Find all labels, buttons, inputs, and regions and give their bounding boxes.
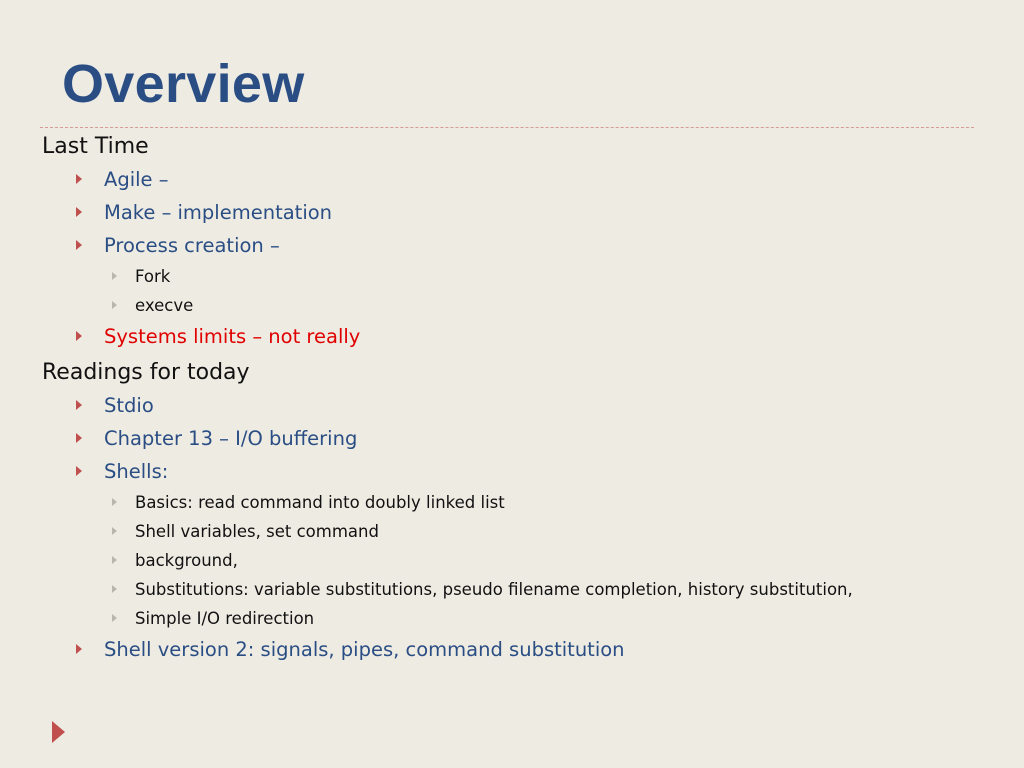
sub-list-item-label: Simple I/O redirection [135,609,315,628]
sub-list-item-label: execve [135,296,194,315]
triangle-bullet-icon [76,174,82,184]
triangle-bullet-icon [76,644,82,654]
list-item [42,229,1002,262]
list-item [42,633,1002,666]
sub-list-item [42,604,1002,633]
sub-list-item-label: Basics: read command into doubly linked list [135,493,505,512]
sub-list-item-label: Shell variables, set command [135,522,379,541]
sub-list-item [42,517,1002,546]
next-slide-arrow-icon[interactable] [52,721,65,743]
list-item-label: Systems limits – not really [104,325,361,348]
sub-list-item [42,575,1002,604]
list-item [42,422,1002,455]
list-item-label: Shells: [104,460,169,483]
triangle-bullet-icon [112,301,117,309]
slide-content [42,130,1002,666]
triangle-bullet-icon [112,585,117,593]
triangle-bullet-icon [112,556,117,564]
triangle-bullet-icon [76,400,82,410]
slide-title: Overview [62,54,305,114]
triangle-bullet-icon [112,614,117,622]
triangle-bullet-icon [76,331,82,341]
list-item-label: Process creation – [104,234,280,257]
triangle-bullet-icon [76,433,82,443]
list-item-label: Chapter 13 – I/O buffering [104,427,358,450]
section-heading: Readings for today [42,360,250,385]
list-item-highlight [42,320,1002,353]
list-item-label: Shell version 2: signals, pipes, command substitution [104,638,625,661]
sub-list-item [42,291,1002,320]
sub-list-item-label: Substitutions: variable substitutions, pseudo filename completion, history substitution, [135,580,853,599]
sub-list-item [42,546,1002,575]
triangle-bullet-icon [76,207,82,217]
sub-list-item-label: Fork [135,267,171,286]
triangle-bullet-icon [112,498,117,506]
triangle-bullet-icon [76,466,82,476]
list-item [42,163,1002,196]
section-heading: Last Time [42,134,149,159]
list-item-label: Agile – [104,168,169,191]
triangle-bullet-icon [112,527,117,535]
list-item-label: Make – implementation [104,201,333,224]
triangle-bullet-icon [112,272,117,280]
list-item-label: Stdio [104,394,154,417]
sub-list-item [42,262,1002,291]
list-item [42,455,1002,488]
list-item [42,389,1002,422]
sub-list-item [42,488,1002,517]
sub-list-item-label: background, [135,551,238,570]
list-item [42,196,1002,229]
triangle-bullet-icon [76,240,82,250]
title-divider [40,127,974,128]
